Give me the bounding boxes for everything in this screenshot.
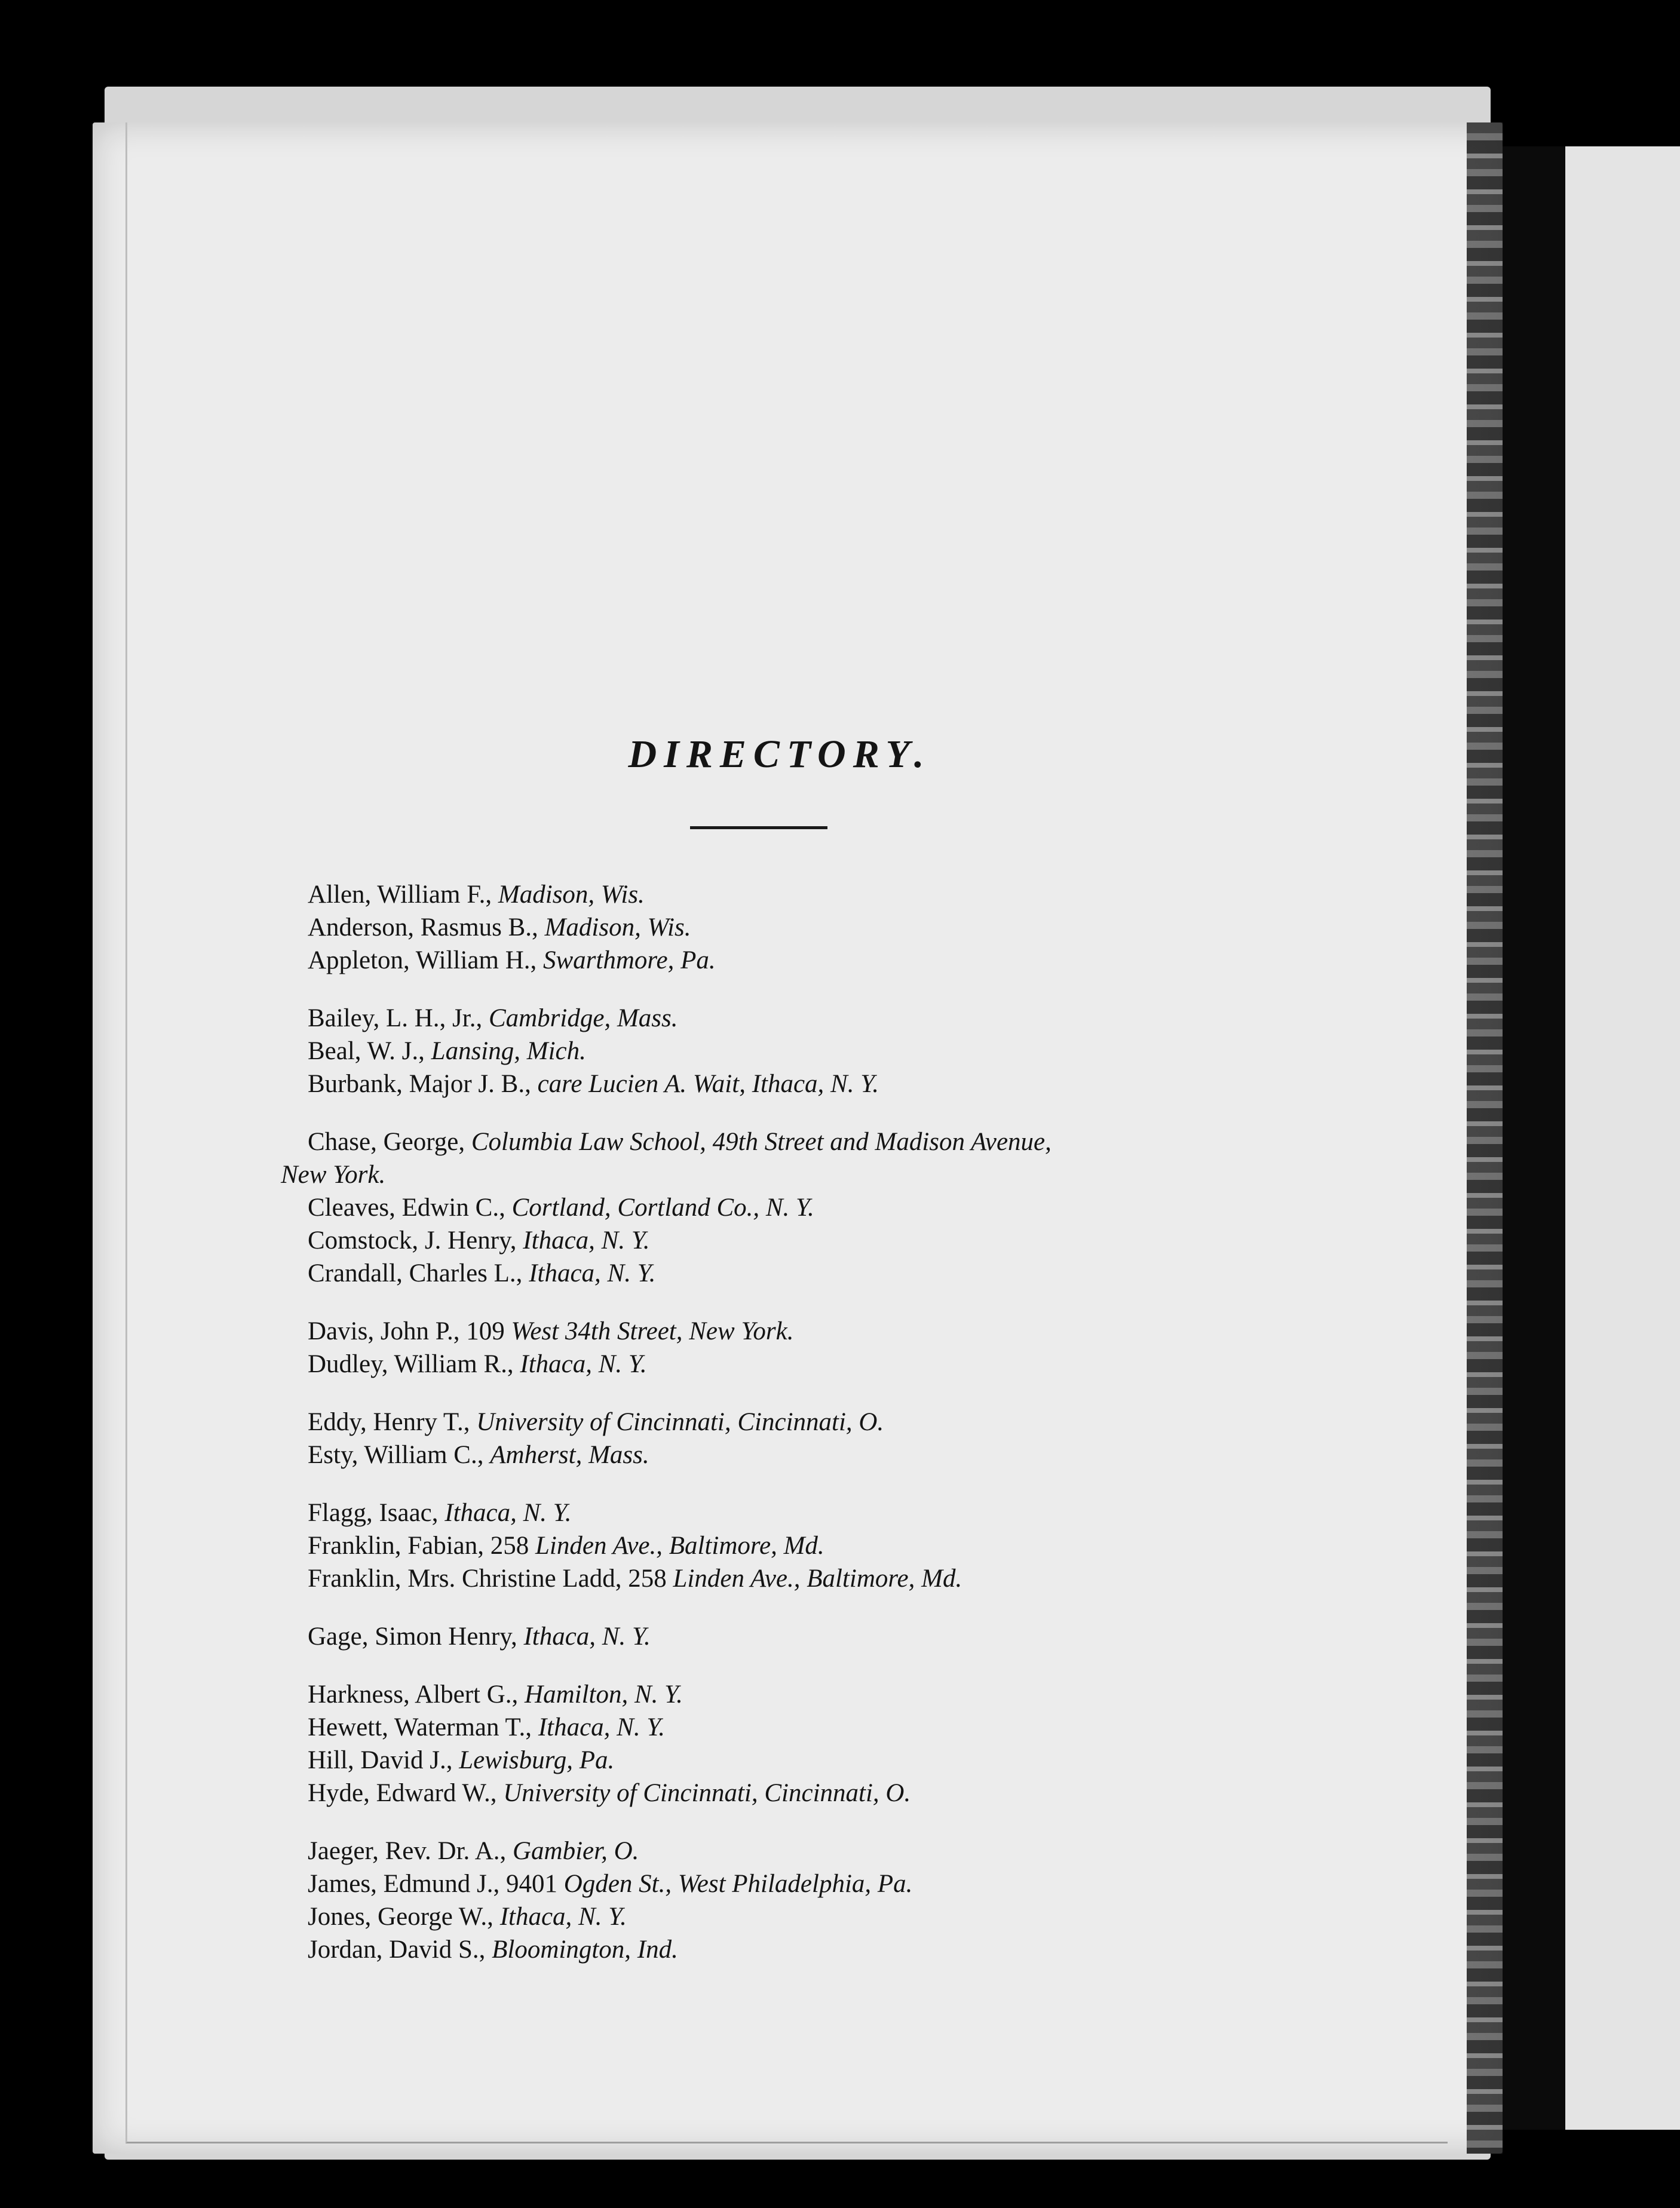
entry-name: Appleton, William H., [308, 946, 537, 974]
entry-address: Lansing, Mich. [431, 1037, 586, 1065]
directory-entry [308, 1835, 1371, 1867]
directory-entry [308, 1191, 1371, 1224]
entry-name: Bailey, L. H., Jr., [308, 1004, 483, 1032]
directory-entry [308, 1620, 1371, 1653]
entry-address: University of Cincinnati, Cincinnati, O. [476, 1408, 884, 1436]
entry-name: Hill, David J., [308, 1746, 453, 1774]
directory-entry [308, 1257, 1371, 1290]
directory-entry [308, 1068, 1371, 1100]
entry-name: Franklin, Mrs. Christine Ladd, 258 [308, 1565, 667, 1593]
entry-name: Hewett, Waterman T., [308, 1713, 532, 1741]
entry-name: Jordan, David S., [308, 1936, 486, 1964]
directory-entry [308, 1777, 1371, 1810]
entry-address: Lewisburg, Pa. [459, 1746, 615, 1774]
entry-address: Columbia Law School, 49th Street and Madison Avenue, [471, 1128, 1051, 1156]
entry-name: Chase, George, [308, 1128, 465, 1156]
binding-shadow [1494, 146, 1571, 2130]
directory-group [308, 1835, 1371, 1966]
entry-name: Burbank, Major J. B., [308, 1070, 531, 1098]
directory-entry [308, 1035, 1371, 1068]
directory-entry [308, 1744, 1371, 1777]
directory-group [308, 1002, 1371, 1100]
torn-page-edge [1467, 122, 1503, 2154]
entry-name: Eddy, Henry T., [308, 1408, 470, 1436]
entry-name: Harkness, Albert G., [308, 1680, 519, 1709]
entry-address: Ithaca, N. Y. [529, 1259, 656, 1287]
directory-entry [308, 1406, 1371, 1439]
entry-name: Davis, John P., 109 [308, 1317, 505, 1345]
directory-entry [308, 1529, 1371, 1562]
directory-entry [308, 944, 1371, 977]
entry-name: Franklin, Fabian, 258 [308, 1532, 529, 1560]
entry-address: Ithaca, N. Y. [523, 1226, 650, 1255]
entry-address: Madison, Wis. [498, 881, 645, 909]
entry-name: Anderson, Rasmus B., [308, 913, 538, 942]
entry-address: Ithaca, N. Y. [520, 1350, 647, 1378]
entry-name: Hyde, Edward W., [308, 1779, 497, 1807]
entry-address: Cortland, Cortland Co., N. Y. [511, 1194, 814, 1222]
entry-name: Cleaves, Edwin C., [308, 1194, 505, 1222]
entry-name: Dudley, William R., [308, 1350, 514, 1378]
entry-address: Linden Ave., Baltimore, Md. [535, 1532, 824, 1560]
entry-address: Ogden St., West Philadelphia, Pa. [563, 1870, 913, 1898]
directory-list [281, 878, 1371, 1991]
entry-address: Swarthmore, Pa. [543, 946, 716, 974]
directory-entry [308, 1002, 1371, 1035]
entry-name: James, Edmund J., 9401 [308, 1870, 558, 1898]
document-page [93, 122, 1503, 2154]
entry-address: Ithaca, N. Y. [523, 1623, 651, 1651]
directory-entry [308, 1867, 1371, 1900]
directory-entry [308, 1711, 1371, 1744]
page-title: DIRECTORY. [628, 732, 931, 776]
directory-group [308, 1620, 1371, 1653]
adjacent-page [1565, 146, 1680, 2130]
entry-address-continuation: New York. [281, 1161, 386, 1189]
directory-entry [308, 1933, 1371, 1966]
title-rule [690, 826, 827, 829]
directory-entry [308, 1900, 1371, 1933]
entry-address: Ithaca, N. Y. [499, 1903, 627, 1931]
directory-entry-continuation [281, 1158, 1371, 1191]
entry-name: Jones, George W., [308, 1903, 493, 1931]
directory-entry [308, 1315, 1371, 1348]
entry-name: Esty, William C., [308, 1441, 484, 1469]
directory-entry [308, 1562, 1371, 1595]
directory-entry [308, 911, 1371, 944]
directory-entry [308, 1224, 1371, 1257]
entry-address: Madison, Wis. [544, 913, 691, 942]
entry-address: Amherst, Mass. [490, 1441, 649, 1469]
entry-address: Ithaca, N. Y. [444, 1499, 572, 1527]
directory-entry [308, 1439, 1371, 1471]
directory-group [308, 1406, 1371, 1471]
directory-entry [308, 1678, 1371, 1711]
entry-address: care Lucien A. Wait, Ithaca, N. Y. [537, 1070, 879, 1098]
entry-address: Ithaca, N. Y. [538, 1713, 666, 1741]
entry-name: Crandall, Charles L., [308, 1259, 523, 1287]
entry-address: West 34th Street, New York. [511, 1317, 794, 1345]
entry-address: University of Cincinnati, Cincinnati, O. [503, 1779, 911, 1807]
entry-address: Cambridge, Mass. [488, 1004, 678, 1032]
entry-name: Flagg, Isaac, [308, 1499, 439, 1527]
entry-name: Beal, W. J., [308, 1037, 425, 1065]
entry-address: Gambier, O. [513, 1837, 639, 1865]
entry-name: Gage, Simon Henry, [308, 1623, 517, 1651]
directory-group [308, 878, 1371, 977]
entry-name: Jaeger, Rev. Dr. A., [308, 1837, 507, 1865]
directory-group [308, 1315, 1371, 1381]
directory-entry [308, 1348, 1371, 1381]
entry-address: Linden Ave., Baltimore, Md. [673, 1565, 962, 1593]
directory-group [308, 1678, 1371, 1810]
directory-entry [308, 1126, 1371, 1158]
entry-name: Allen, William F., [308, 881, 492, 909]
entry-address: Bloomington, Ind. [492, 1936, 678, 1964]
entry-address: Hamilton, N. Y. [525, 1680, 683, 1709]
directory-entry [308, 1496, 1371, 1529]
directory-group [308, 1496, 1371, 1595]
directory-entry [308, 878, 1371, 911]
entry-name: Comstock, J. Henry, [308, 1226, 517, 1255]
directory-group [281, 1126, 1371, 1290]
